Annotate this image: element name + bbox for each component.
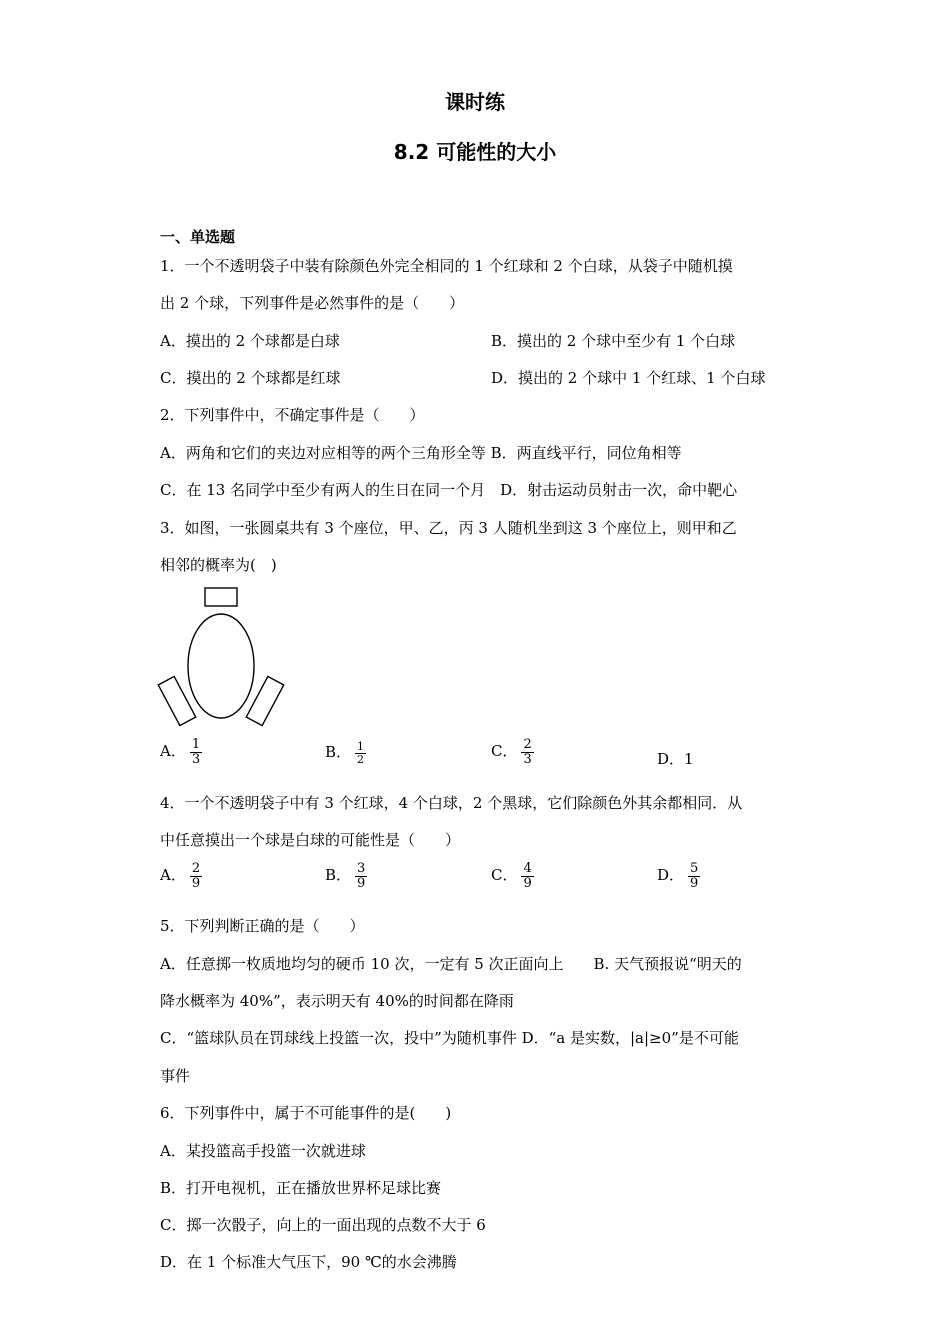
q3-option-d: D．1 bbox=[657, 750, 694, 768]
q3-option-b: B． $\frac{1}{2}$ bbox=[325, 740, 365, 766]
q1-option-b: B．摸出的 2 个球中至少有 1 个白球 bbox=[491, 332, 736, 350]
page-subtitle: 8.2 可能性的大小 bbox=[393, 140, 557, 164]
q3-stem-line1: 3．如图，一张圆桌共有 3 个座位，甲、乙，丙 3 人随机坐到这 3 个座位上，则甲和乙 bbox=[160, 519, 737, 537]
q4-option-b: B． $\frac{3}{9}$ bbox=[325, 861, 366, 891]
q1-option-a: A．摸出的 2 个球都是白球 bbox=[160, 332, 340, 350]
q4-option-c: C． $\frac{4}{9}$ bbox=[491, 861, 532, 891]
q5-line4: 事件 bbox=[160, 1067, 191, 1085]
q4-stem-line2: 中任意摸出一个球是白球的可能性是（ ） bbox=[160, 831, 461, 849]
q6-option-d: D．在 1 个标准大气压下，90 ℃的水会沸腾 bbox=[160, 1253, 457, 1271]
q2-options-cd: C．在 13 名同学中至少有两人的生日在同一个月 D．射击运动员射击一次，命中靶心 bbox=[160, 481, 738, 499]
q5-line1: A．任意掷一枚质地均匀的硬币 10 次，一定有 5 次正面向上 B. 天气预报说“明天的 bbox=[160, 955, 742, 973]
q1-stem-line1: 1．一个不透明袋子中装有除颜色外完全相同的 1 个红球和 2 个白球，从袋子中随机摸 bbox=[160, 257, 733, 275]
q5-line3: C．“篮球队员在罚球线上投篮一次，投中”为随机事件 D．“a 是实数，|a|≥0”是不可能 bbox=[160, 1029, 739, 1047]
page-title: 课时练 bbox=[445, 90, 505, 114]
q1-option-d: D．摸出的 2 个球中 1 个红球、1 个白球 bbox=[491, 369, 766, 387]
q6-stem: 6．下列事件中，属于不可能事件的是( ) bbox=[160, 1104, 452, 1122]
q4-option-d: D． $\frac{5}{9}$ bbox=[657, 861, 699, 891]
round-table-figure bbox=[155, 582, 295, 732]
q3-stem-line2: 相邻的概率为( ) bbox=[160, 556, 277, 574]
q5-line2: 降水概率为 40%”，表示明天有 40%的时间都在降雨 bbox=[160, 992, 514, 1010]
q6-option-c: C．掷一次骰子，向上的一面出现的点数不大于 6 bbox=[160, 1216, 486, 1234]
table bbox=[188, 614, 254, 718]
q5-stem: 5．下列判断正确的是（ ） bbox=[160, 917, 365, 935]
q3-option-a: A． $\frac{1}{3}$ bbox=[160, 737, 201, 767]
q6-option-b: B．打开电视机，正在播放世界杯足球比赛 bbox=[160, 1179, 442, 1197]
q3-option-c: C． $\frac{2}{3}$ bbox=[491, 737, 532, 767]
q6-option-a: A．某投篮高手投篮一次就进球 bbox=[160, 1142, 366, 1160]
seat-top bbox=[205, 588, 237, 606]
q4-stem-line1: 4．一个不透明袋子中有 3 个红球，4 个白球，2 个黑球，它们除颜色外其余都相同．从 bbox=[160, 794, 743, 812]
q2-options-ab: A．两角和它们的夹边对应相等的两个三角形全等 B．两直线平行，同位角相等 bbox=[160, 444, 682, 462]
section-label: 一、单选题 bbox=[160, 228, 236, 246]
q1-option-c: C．摸出的 2 个球都是红球 bbox=[160, 369, 341, 387]
q1-stem-line2: 出 2 个球，下列事件是必然事件的是（ ） bbox=[160, 294, 465, 312]
q4-option-a: A． $\frac{2}{9}$ bbox=[160, 861, 201, 891]
q2-stem: 2．下列事件中，不确定事件是（ ） bbox=[160, 406, 425, 424]
